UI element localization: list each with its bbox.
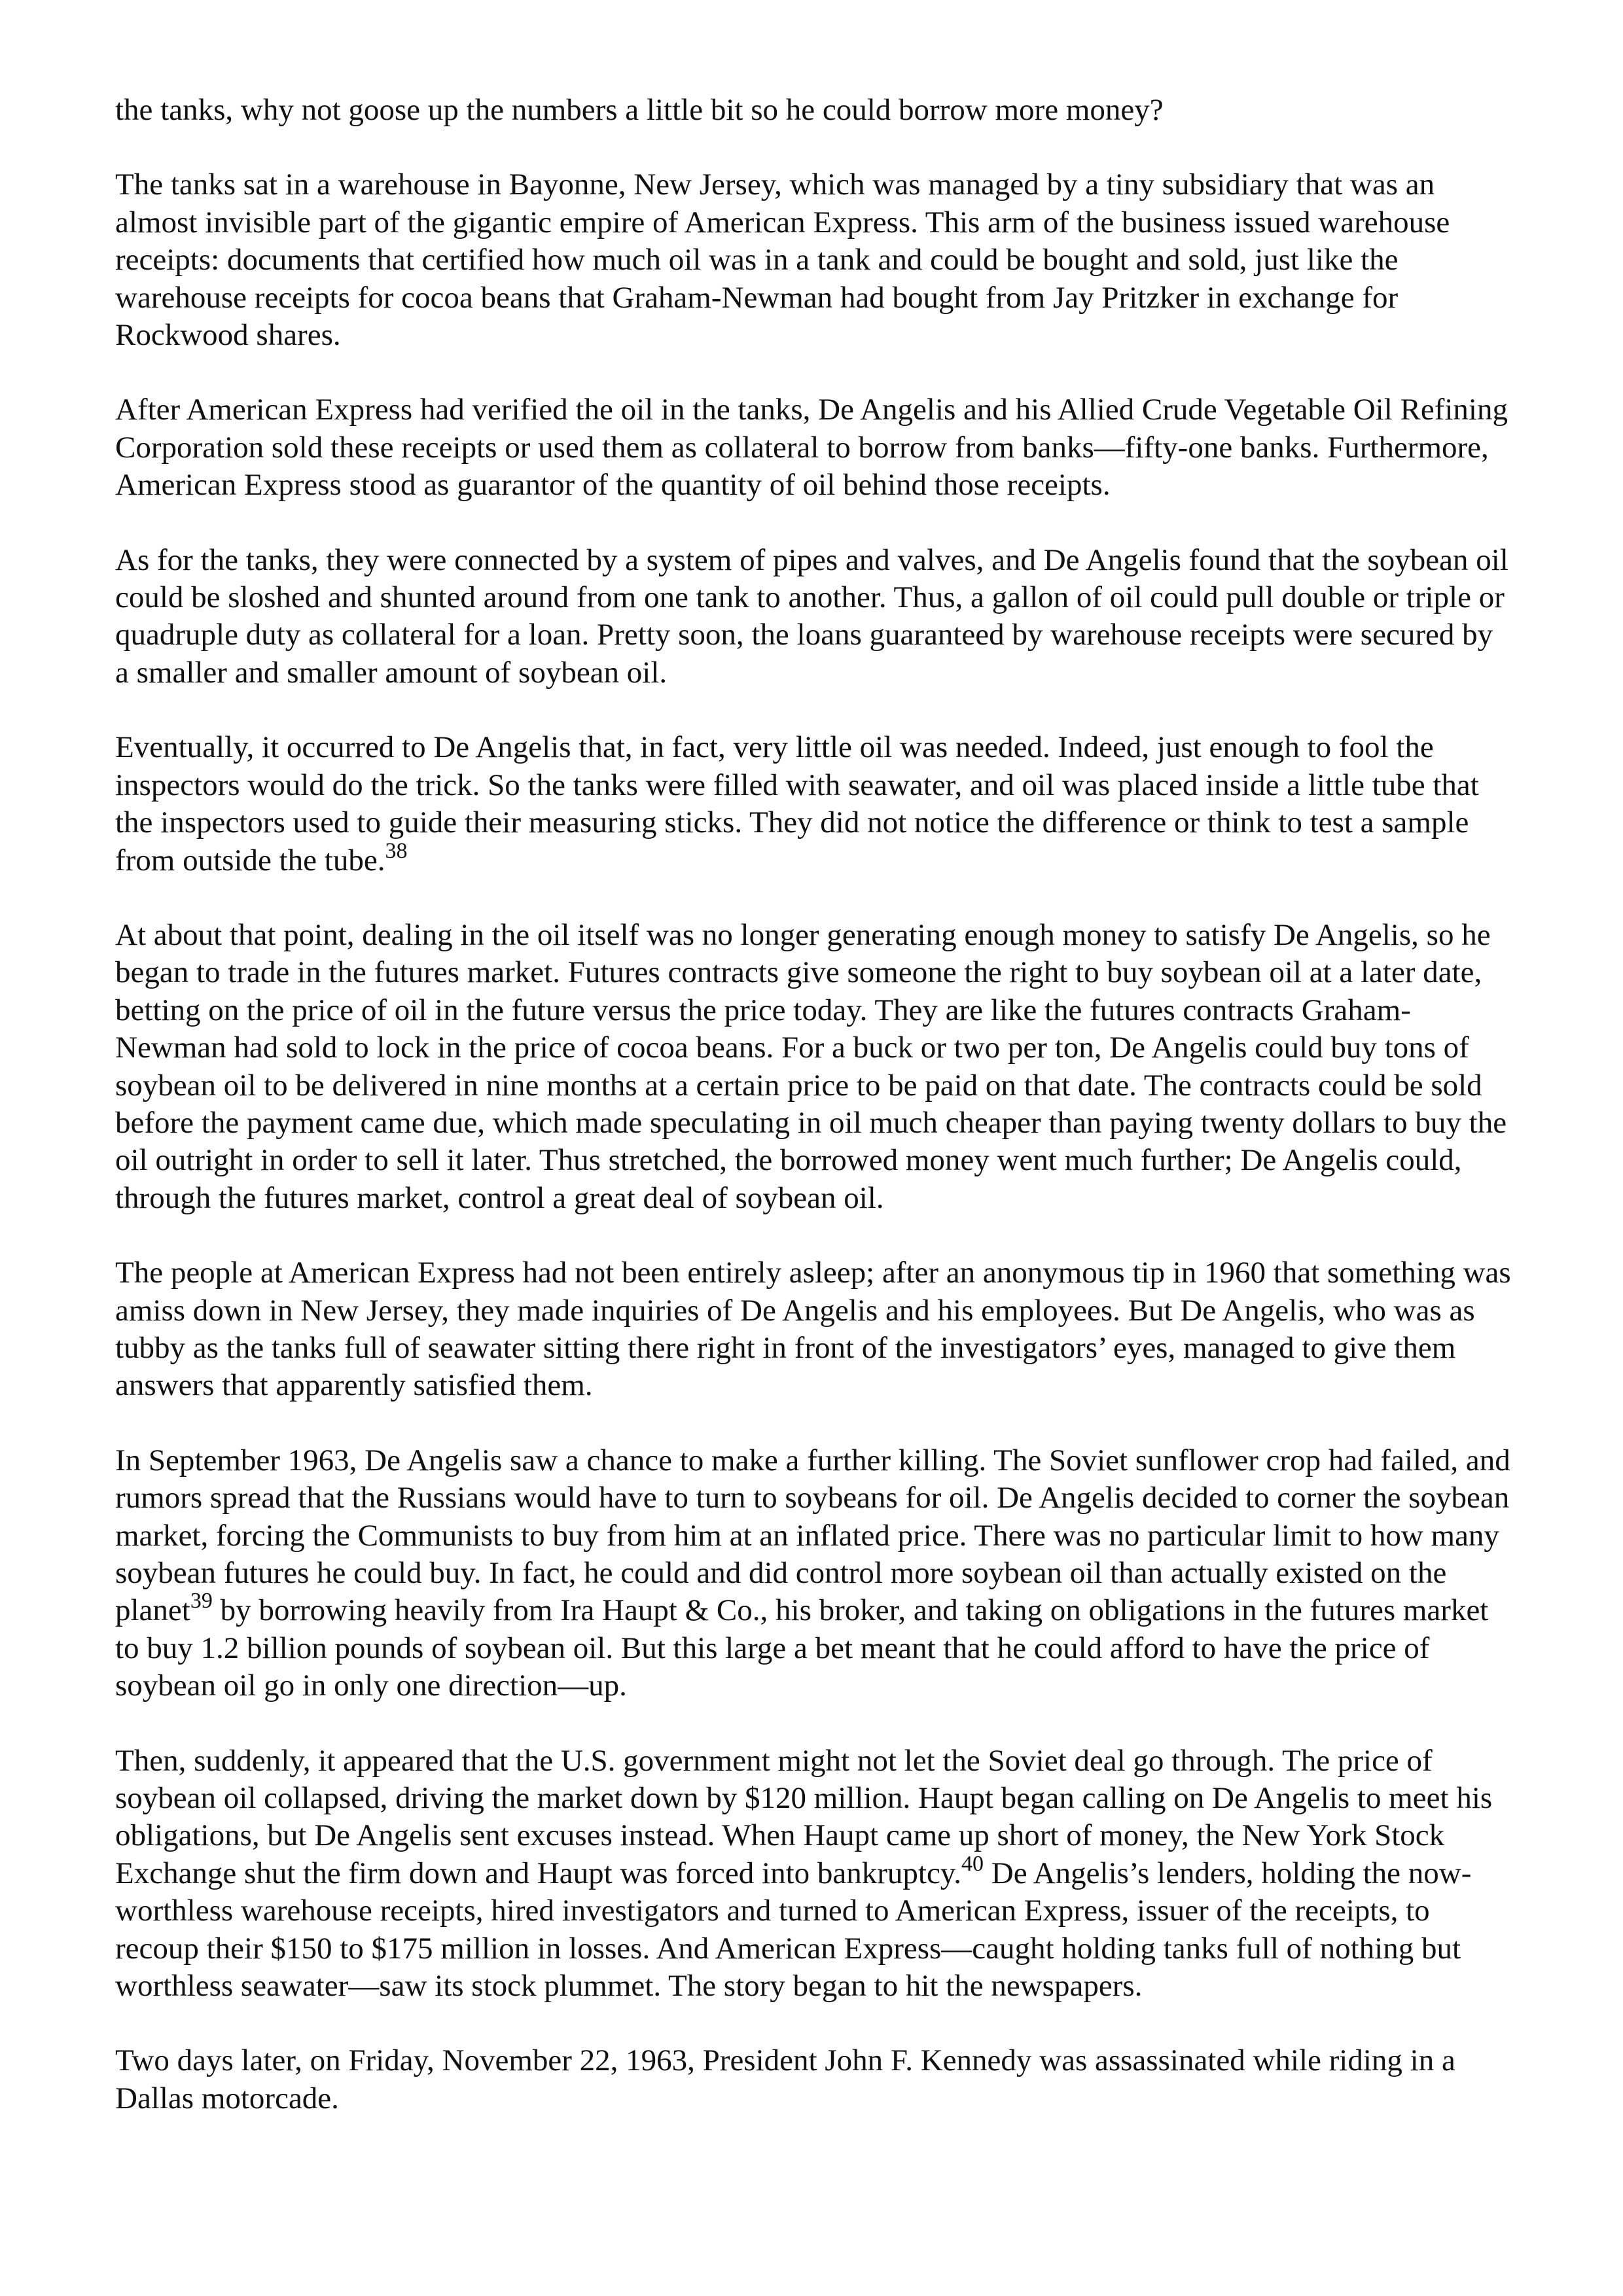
paragraph-text: the tanks, why not goose up the numbers a little bit so he could borrow more money? (115, 93, 1164, 127)
paragraph-text: At about that point, dealing in the oil itself was no longer generating enough money to satisfy De Angelis, so he began to trade in the futures market. Futures contracts give someone the right to buy soybean oil at a later date, betting on the price of oil in the future versus the price today. They are like the futures contracts Graham-Newman had sold to lock in the price of cocoa beans. For a buck or two per ton, De Angelis could buy tons of soybean oil to be delivered in nine months at a certain price to be paid on that date. The contracts could be sold before the payment came due, which made speculating in oil much cheaper than paying twenty dollars to buy the oil outright in order to sell it later. Thus stretched, the borrowed money went much further; De Angelis could, through the futures market, control a great deal of soybean oil. (115, 917, 1507, 1215)
paragraph-text: The people at American Express had not been entirely asleep; after an anonymous tip in 1960 that something was amiss down in New Jersey, they made inquiries of De Angelis and his employees. But De Angelis, who was as tubby as the tanks full of seawater sitting there right in front of the investigators’ eyes, managed to give them answers that apparently satisfied them. (115, 1256, 1511, 1403)
paragraph (115, 729, 1512, 879)
footnote-reference[interactable]: 38 (385, 838, 408, 863)
paragraph-text: The tanks sat in a warehouse in Bayonne, New Jersey, which was managed by a tiny subsidiary that was an almost invisible part of the gigantic empire of American Express. This arm of the business issued warehouse receipts: documents that certified how much oil was in a tank and could be bought and sold, just like the warehouse receipts for cocoa beans that Graham-Newman had bought from Jay Pritzker in exchange for Rockwood shares. (115, 168, 1450, 353)
paragraph (115, 542, 1512, 692)
paragraph (115, 2042, 1512, 2117)
paragraph-text: by borrowing heavily from Ira Haupt & Co., his broker, and taking on obligations in the futures market to buy 1.2 billion pounds of soybean oil. But this large a bet meant that he could afford to have the price of soybean oil go in only one direction—up. (115, 1593, 1489, 1703)
paragraph (115, 917, 1512, 1217)
paragraph (115, 166, 1512, 354)
paragraph-text: In September 1963, De Angelis saw a chance to make a further killing. The Soviet sunflower crop had failed, and rumors spread that the Russians would have to turn to soybeans for oil. De Angelis decided to corner the soybean market, forcing the Communists to buy from him at an inflated price. There was no particular limit to how many soybean futures he could buy. In fact, he could and did control more soybean oil than actually existed on the planet (115, 1443, 1510, 1628)
paragraph-text: As for the tanks, they were connected by a system of pipes and valves, and De Angelis found that the soybean oil could be sloshed and shunted around from one tank to another. Thus, a gallon of oil could pull double or triple or quadruple duty as collateral for a loan. Pretty soon, the loans guaranteed by warehouse receipts were secured by a smaller and smaller amount of soybean oil. (115, 542, 1508, 690)
paragraph-text: Two days later, on Friday, November 22, 1963, President John F. Kennedy was assassinated while riding in a Dallas motorcade. (115, 2043, 1455, 2115)
paragraph (115, 1442, 1512, 1705)
body-text-column (115, 92, 1512, 2155)
footnote-reference[interactable]: 39 (190, 1589, 213, 1614)
paragraph (115, 1254, 1512, 1405)
paragraph (115, 92, 1512, 129)
footnote-reference[interactable]: 40 (961, 1851, 984, 1876)
paragraph-text: After American Express had verified the oil in the tanks, De Angelis and his Allied Crude Vegetable Oil Refining Corporation sold these receipts or used them as collateral to borrow from banks—fifty-one banks. Furthermore, American Express stood as guarantor of the quantity of oil behind those receipts. (115, 393, 1508, 503)
paragraph-text: Eventually, it occurred to De Angelis that, in fact, very little oil was needed. Indeed, just enough to fool the inspectors would do the trick. So the tanks were filled with seawater, and oil was placed inside a little tube that the inspectors used to guide their measuring sticks. They did not notice the difference or think to test a sample from outside the tube. (115, 730, 1479, 877)
paragraph (115, 391, 1512, 504)
paragraph (115, 1742, 1512, 2005)
paragraph-text: Then, suddenly, it appeared that the U.S. government might not let the Soviet deal go through. The price of soybean oil collapsed, driving the market down by $120 million. Haupt began calling on De Angelis to meet his obligations, but De Angelis sent excuses instead. When Haupt came up short of money, the New York Stock Exchange shut the firm down and Haupt was forced into bankruptcy. (115, 1743, 1493, 1890)
paragraph-text: De Angelis’s lenders, holding the now-worthless warehouse receipts, hired investigators and turned to American Express, issuer of the receipts, to recoup their $150 to $175 million in losses. And American Express—caught holding tanks full of nothing but worthless seawater—saw its stock plummet. The story began to hit the newspapers. (115, 1856, 1472, 2004)
